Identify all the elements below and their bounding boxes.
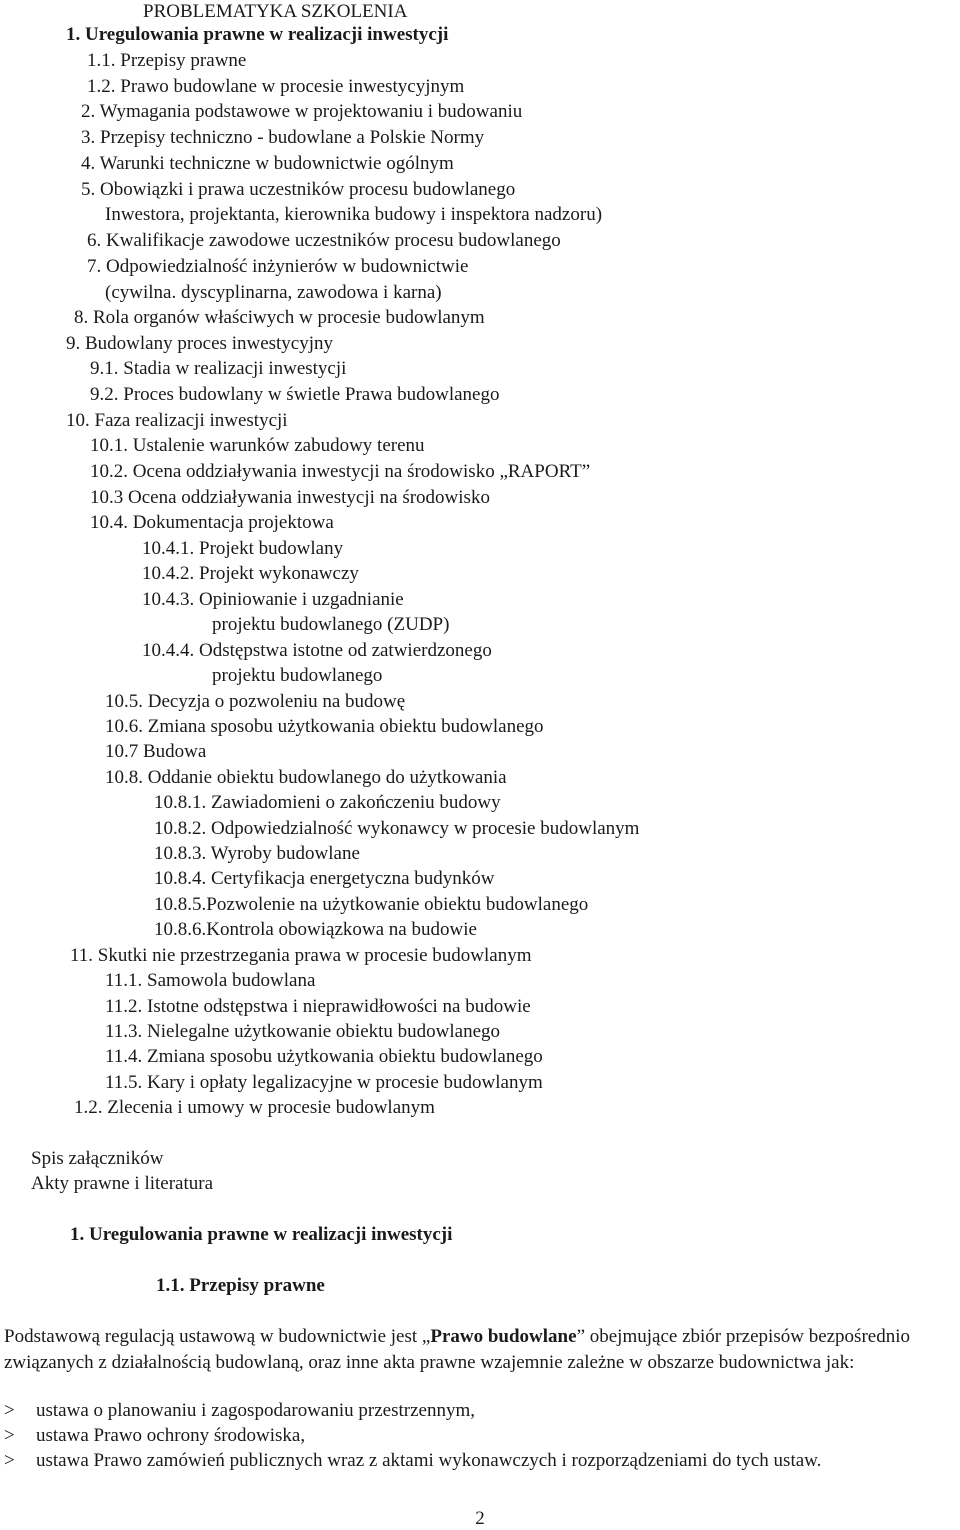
toc-item: 8. Rola organów właściwych w procesie budowlanym [74, 307, 485, 328]
toc-item: 10.8.2. Odpowiedzialność wykonawcy w procesie budowlanym [154, 818, 640, 839]
toc-item: 9. Budowlany proces inwestycyjny [66, 333, 334, 354]
toc-item: 10.4.3. Opiniowanie i uzgadnianie [142, 589, 404, 610]
list-item [4, 1450, 821, 1472]
toc-item: 4. Warunki techniczne w budownictwie ogólnym [81, 153, 454, 174]
toc-item: 10.3 Ocena oddziaływania inwestycji na środowisko [90, 487, 490, 508]
toc-item: 10.8. Oddanie obiektu budowlanego do użytkowania [105, 767, 507, 788]
page-number: 2 [475, 1508, 485, 1529]
toc-item: 1. Uregulowania prawne w realizacji inwestycji [66, 24, 449, 45]
list-item-text: ustawa Prawo zamówień publicznych wraz z aktami wykonawczych i rozporządzeniami do tych ustaw. [36, 1450, 822, 1471]
paragraph-text-start: Podstawową regulacją ustawową w budownictwie jest „ [4, 1326, 431, 1347]
list-item-text: ustawa Prawo ochrony środowiska, [36, 1425, 306, 1446]
toc-item: projektu budowlanego [212, 665, 383, 686]
toc-item: 3. Przepisy techniczno - budowlane a Polskie Normy [81, 127, 485, 148]
toc-item: 10.8.1. Zawiadomieni o zakończeniu budowy [154, 792, 501, 813]
toc-item: 6. Kwalifikacje zawodowe uczestników procesu budowlanego [87, 230, 561, 251]
attachments-list-title: Spis załączników [31, 1148, 164, 1169]
toc-item: 11.1. Samowola budowlana [105, 970, 316, 991]
toc-item: 9.2. Proces budowlany w świetle Prawa budowlanego [90, 384, 500, 405]
toc-item: 7. Odpowiedzialność inżynierów w budownictwie [87, 256, 469, 277]
paragraph-bold-term: Prawo budowlane [430, 1326, 577, 1347]
toc-item: 10. Faza realizacji inwestycji [66, 410, 288, 431]
toc-item: 10.8.5.Pozwolenie na użytkowanie obiektu budowlanego [154, 894, 589, 915]
toc-item: 10.7 Budowa [105, 741, 207, 762]
toc-item: 11.4. Zmiana sposobu użytkowania obiektu budowlanego [105, 1046, 543, 1067]
paragraph-text-end: ” obejmujące zbiór przepisów bezpośrednio związanych z działalnością budowlaną, oraz inne akta prawne wzajemnie zależne w obszarze budownictwa jak: [4, 1326, 910, 1373]
toc-item: 1.2. Zlecenia i umowy w procesie budowlanym [74, 1097, 435, 1118]
toc-item: 10.4.1. Projekt budowlany [142, 538, 344, 559]
toc-item: 10.2. Ocena oddziaływania inwestycji na środowisko „RAPORT” [90, 461, 591, 482]
toc-title: PROBLEMATYKA SZKOLENIA [143, 1, 408, 22]
toc-item: 1.1. Przepisy prawne [87, 50, 247, 71]
toc-item: 10.8.6.Kontrola obowiązkowa na budowie [154, 919, 477, 940]
bullet-marker: > [4, 1450, 15, 1471]
body-paragraph [4, 1324, 959, 1375]
toc-item: 2. Wymagania podstawowe w projektowaniu i budowaniu [81, 101, 523, 122]
toc-item: Inwestora, projektanta, kierownika budowy i inspektora nadzoru) [105, 204, 603, 225]
toc-item: 10.6. Zmiana sposobu użytkowania obiektu budowlanego [105, 716, 544, 737]
toc-item: 9.1. Stadia w realizacji inwestycji [90, 358, 347, 379]
toc-item: 11.2. Istotne odstępstwa i nieprawidłowości na budowie [105, 996, 531, 1017]
toc-item: 5. Obowiązki i prawa uczestników procesu budowlanego [81, 179, 516, 200]
toc-item: 10.4.4. Odstępstwa istotne od zatwierdzonego [142, 640, 492, 661]
list-item-text: ustawa o planowaniu i zagospodarowaniu przestrzennym, [36, 1400, 475, 1421]
toc-item: 10.1. Ustalenie warunków zabudowy terenu [90, 435, 425, 456]
section-heading: 1. Uregulowania prawne w realizacji inwestycji [70, 1224, 453, 1245]
toc-item: 1.2. Prawo budowlane w procesie inwestycyjnym [87, 76, 465, 97]
toc-item: 11.3. Nielegalne użytkowanie obiektu budowlanego [105, 1021, 501, 1042]
section-subheading: 1.1. Przepisy prawne [156, 1275, 325, 1296]
toc-item: (cywilna. dyscyplinarna, zawodowa i karna) [105, 282, 442, 303]
toc-item: 11. Skutki nie przestrzegania prawa w procesie budowlanym [70, 945, 532, 966]
toc-item: 10.5. Decyzja o pozwoleniu na budowę [105, 691, 406, 712]
toc-item: 10.8.3. Wyroby budowlane [154, 843, 360, 864]
toc-item: 10.4. Dokumentacja projektowa [90, 512, 334, 533]
list-item [4, 1400, 475, 1422]
legal-acts-literature: Akty prawne i literatura [31, 1173, 214, 1194]
bullet-marker: > [4, 1400, 15, 1421]
toc-item: 11.5. Kary i opłaty legalizacyjne w procesie budowlanym [105, 1072, 543, 1093]
list-item [4, 1425, 305, 1447]
toc-item: 10.4.2. Projekt wykonawczy [142, 563, 359, 584]
toc-item: projektu budowlanego (ZUDP) [212, 614, 450, 635]
toc-item: 10.8.4. Certyfikacja energetyczna budynków [154, 868, 495, 889]
bullet-marker: > [4, 1425, 15, 1446]
